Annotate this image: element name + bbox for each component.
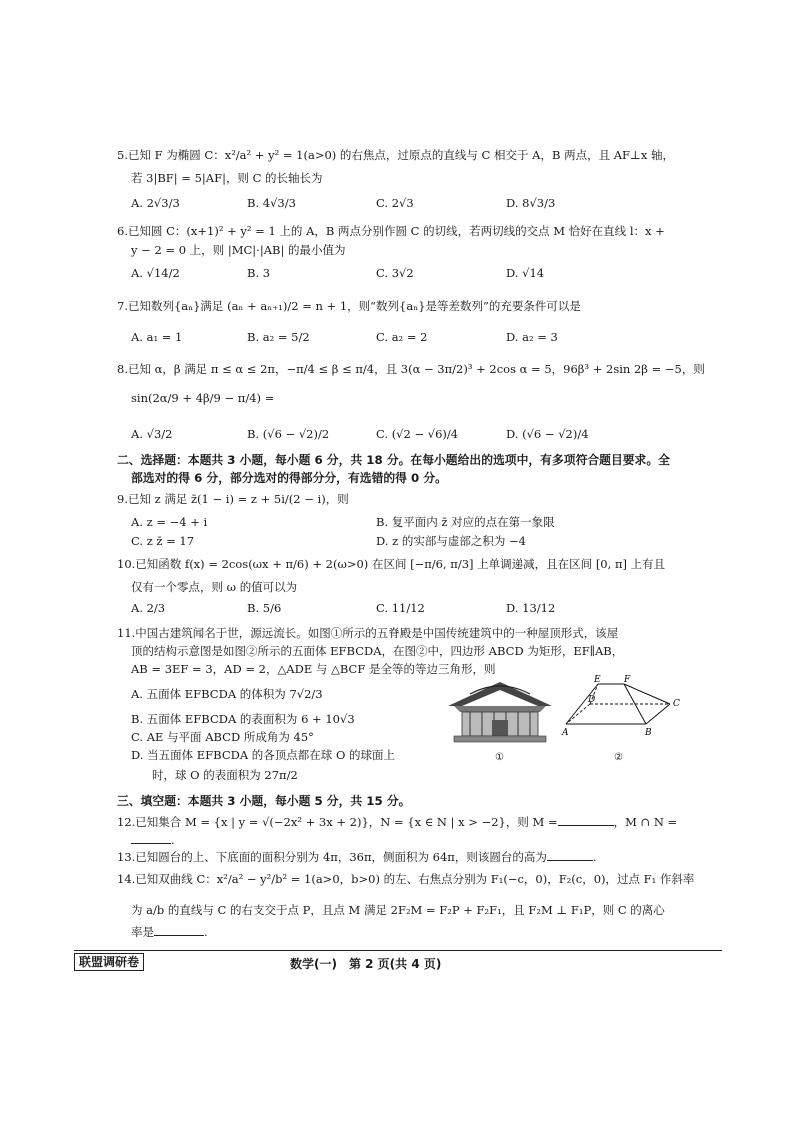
q11-line1: 11.中国古建筑闻名于世，源远流长。如图①所示的五脊殿是中国传统建筑中的一种屋顶形式，该屋 bbox=[117, 626, 619, 640]
section-3-heading: 三、填空题：本题共 3 小题，每小题 5 分，共 15 分。 bbox=[117, 794, 411, 808]
q6-option-a: A. √14/2 bbox=[131, 266, 180, 280]
q8-option-d: D. (√6 − √2)/4 bbox=[506, 427, 589, 441]
q8-option-a: A. √3/2 bbox=[131, 427, 173, 441]
q14-end: . bbox=[204, 925, 208, 939]
q5-option-b: B. 4√3/3 bbox=[247, 196, 296, 210]
ancient-building-illustration bbox=[440, 676, 560, 750]
q6-option-d: D. √14 bbox=[506, 266, 545, 280]
q8-line1: 8.已知 α，β 满足 π ≤ α ≤ 2π，−π/4 ≤ β ≤ π/4，且 3(α − 3π/2)³ + 2cos α = 5，96β³ + 2sin 2β = −5，则 bbox=[117, 362, 705, 376]
q7-option-d: D. a₂ = 3 bbox=[506, 330, 558, 344]
q8-option-c: C. (√2 − √6)/4 bbox=[376, 427, 459, 441]
q13-text: 13.已知圆台的上、下底面的面积分别为 4π，36π，侧面积为 64π，则该圆台的高为 bbox=[117, 850, 547, 864]
label-b: B bbox=[645, 728, 652, 738]
q10-line2: 仅有一个零点，则 ω 的值可以为 bbox=[131, 580, 298, 594]
q5-option-d: D. 8√3/3 bbox=[506, 196, 556, 210]
q5-option-c: C. 2√3 bbox=[376, 196, 414, 210]
q8-line2: sin(2α/9 + 4β/9 − π/4) = bbox=[131, 391, 275, 405]
q9-option-b: B. 复平面内 z̄ 对应的点在第一象限 bbox=[376, 515, 555, 529]
q13-line1 bbox=[117, 849, 597, 864]
q11-option-b: B. 五面体 EFBCDA 的表面积为 6 + 10√3 bbox=[131, 712, 355, 726]
q12-line2-end: . bbox=[171, 833, 175, 847]
q12-text-a: 12.已知集合 M = {x | y = √(−2x² + 3x + 2)}，N = {x ∈ N | x > −2}，则 M = bbox=[117, 815, 558, 829]
q9-option-a: A. z = −4 + i bbox=[131, 515, 208, 529]
q14-line2: 为 a/b 的直线与 C 的右支交于点 P，且点 M 满足 2F₂M = F₂P + F₂F₁，且 F₂M ⊥ F₁P，则 C 的离心 bbox=[131, 903, 665, 917]
q7-option-c: C. a₂ = 2 bbox=[376, 330, 428, 344]
q11-line2: 顶的结构示意图是如图②所示的五面体 EFBCDA，在图②中，四边形 ABCD 为矩形，EF∥AB， bbox=[131, 644, 624, 658]
q12-text-b: ，M ∩ N = bbox=[613, 815, 678, 829]
label-c: C bbox=[673, 699, 680, 709]
q7-option-a: A. a₁ = 1 bbox=[131, 330, 183, 344]
q11-option-a: A. 五面体 EFBCDA 的体积为 7√2/3 bbox=[131, 687, 323, 701]
q5-line1: 5.已知 F 为椭圆 C：x²/a² + y² = 1(a>0) 的右焦点，过原点的直线与 C 相交于 A，B 两点，且 AF⊥x 轴， bbox=[117, 148, 674, 162]
label-d: D bbox=[588, 695, 596, 705]
q9-option-c: C. z z̄ = 17 bbox=[131, 534, 195, 548]
q5-line2: 若 3|BF| = 5|AF|，则 C 的长轴长为 bbox=[131, 171, 323, 185]
q10-option-a: A. 2/3 bbox=[131, 601, 166, 615]
q14-line3 bbox=[131, 924, 208, 939]
q5-option-a: A. 2√3/3 bbox=[131, 196, 180, 210]
q7-option-b: B. a₂ = 5/2 bbox=[247, 330, 310, 344]
q10-option-b: B. 5/6 bbox=[247, 601, 282, 615]
q14-text: 率是 bbox=[131, 925, 154, 939]
q11-option-c: C. AE 与平面 ABCD 所成角为 45° bbox=[131, 730, 314, 744]
q6-option-b: B. 3 bbox=[247, 266, 271, 280]
q14-line1: 14.已知双曲线 C：x²/a² − y²/b² = 1(a>0，b>0) 的左、右焦点分别为 F₁(−c，0)，F₂(c，0)，过点 F₁ 作斜率 bbox=[117, 872, 695, 886]
q13-end: . bbox=[592, 850, 597, 864]
q6-line1: 6.已知圆 C：(x+1)² + y² = 1 上的 A，B 两点分别作圆 C 的切线，若两切线的交点 M 恰好在直线 l：x + bbox=[117, 224, 665, 238]
q9-line1: 9.已知 z 满足 z̄(1 − i) = z + 5i/(2 − i)，则 bbox=[117, 492, 349, 506]
label-e: E bbox=[594, 675, 601, 685]
q12-line2 bbox=[131, 832, 175, 847]
q10-line1: 10.已知函数 f(x) = 2cos(ωx + π/6) + 2(ω>0) 在区间 [−π/6, π/3] 上单调递减，且在区间 [0, π] 上有且 bbox=[117, 557, 666, 571]
q14-answer-blank[interactable] bbox=[154, 924, 204, 936]
figure-1-caption: ① bbox=[495, 752, 504, 763]
q7-line1: 7.已知数列{aₙ}满足 (aₙ + aₙ₊₁)/2 = n + 1，则“数列{aₙ}是等差数列”的充要条件可以是 bbox=[117, 299, 581, 313]
q12-answer-blank-2[interactable] bbox=[131, 832, 171, 844]
q11-line3: AB = 3EF = 3，AD = 2，△ADE 与 △BCF 是全等的等边三角形，则 bbox=[131, 662, 496, 676]
figure-2-caption: ② bbox=[614, 752, 623, 763]
footer-page-label: 数学(一) 第 2 页(共 4 页) bbox=[290, 957, 442, 971]
q12-answer-blank-1[interactable] bbox=[558, 814, 614, 826]
label-f: F bbox=[624, 675, 631, 685]
footer-brand-box: 联盟调研卷 bbox=[74, 953, 144, 971]
q13-answer-blank[interactable] bbox=[547, 849, 593, 861]
q12-line1 bbox=[117, 814, 677, 829]
pentahedron-diagram bbox=[560, 674, 700, 740]
q10-option-c: C. 11/12 bbox=[376, 601, 425, 615]
label-a: A bbox=[562, 728, 569, 738]
q6-option-c: C. 3√2 bbox=[376, 266, 414, 280]
q6-line2: y − 2 = 0 上，则 |MC|·|AB| 的最小值为 bbox=[131, 243, 346, 257]
section-2-heading-line1: 二、选择题：本题共 3 小题，每小题 6 分，共 18 分。在每小题给出的选项中，有多项符合题目要求。全 bbox=[117, 453, 670, 467]
q10-option-d: D. 13/12 bbox=[506, 601, 556, 615]
footer-divider bbox=[74, 950, 722, 951]
q11-option-d: D. 当五面体 EFBCDA 的各顶点都在球 O 的球面上 bbox=[131, 748, 396, 762]
q9-option-d: D. z 的实部与虚部之积为 −4 bbox=[376, 534, 526, 548]
section-2-heading-line2: 部选对的得 6 分，部分选对的得部分分，有选错的得 0 分。 bbox=[131, 471, 447, 485]
q11-option-d-cont: 时，球 O 的表面积为 27π/2 bbox=[152, 768, 298, 782]
q8-option-b: B. (√6 − √2)/2 bbox=[247, 427, 330, 441]
